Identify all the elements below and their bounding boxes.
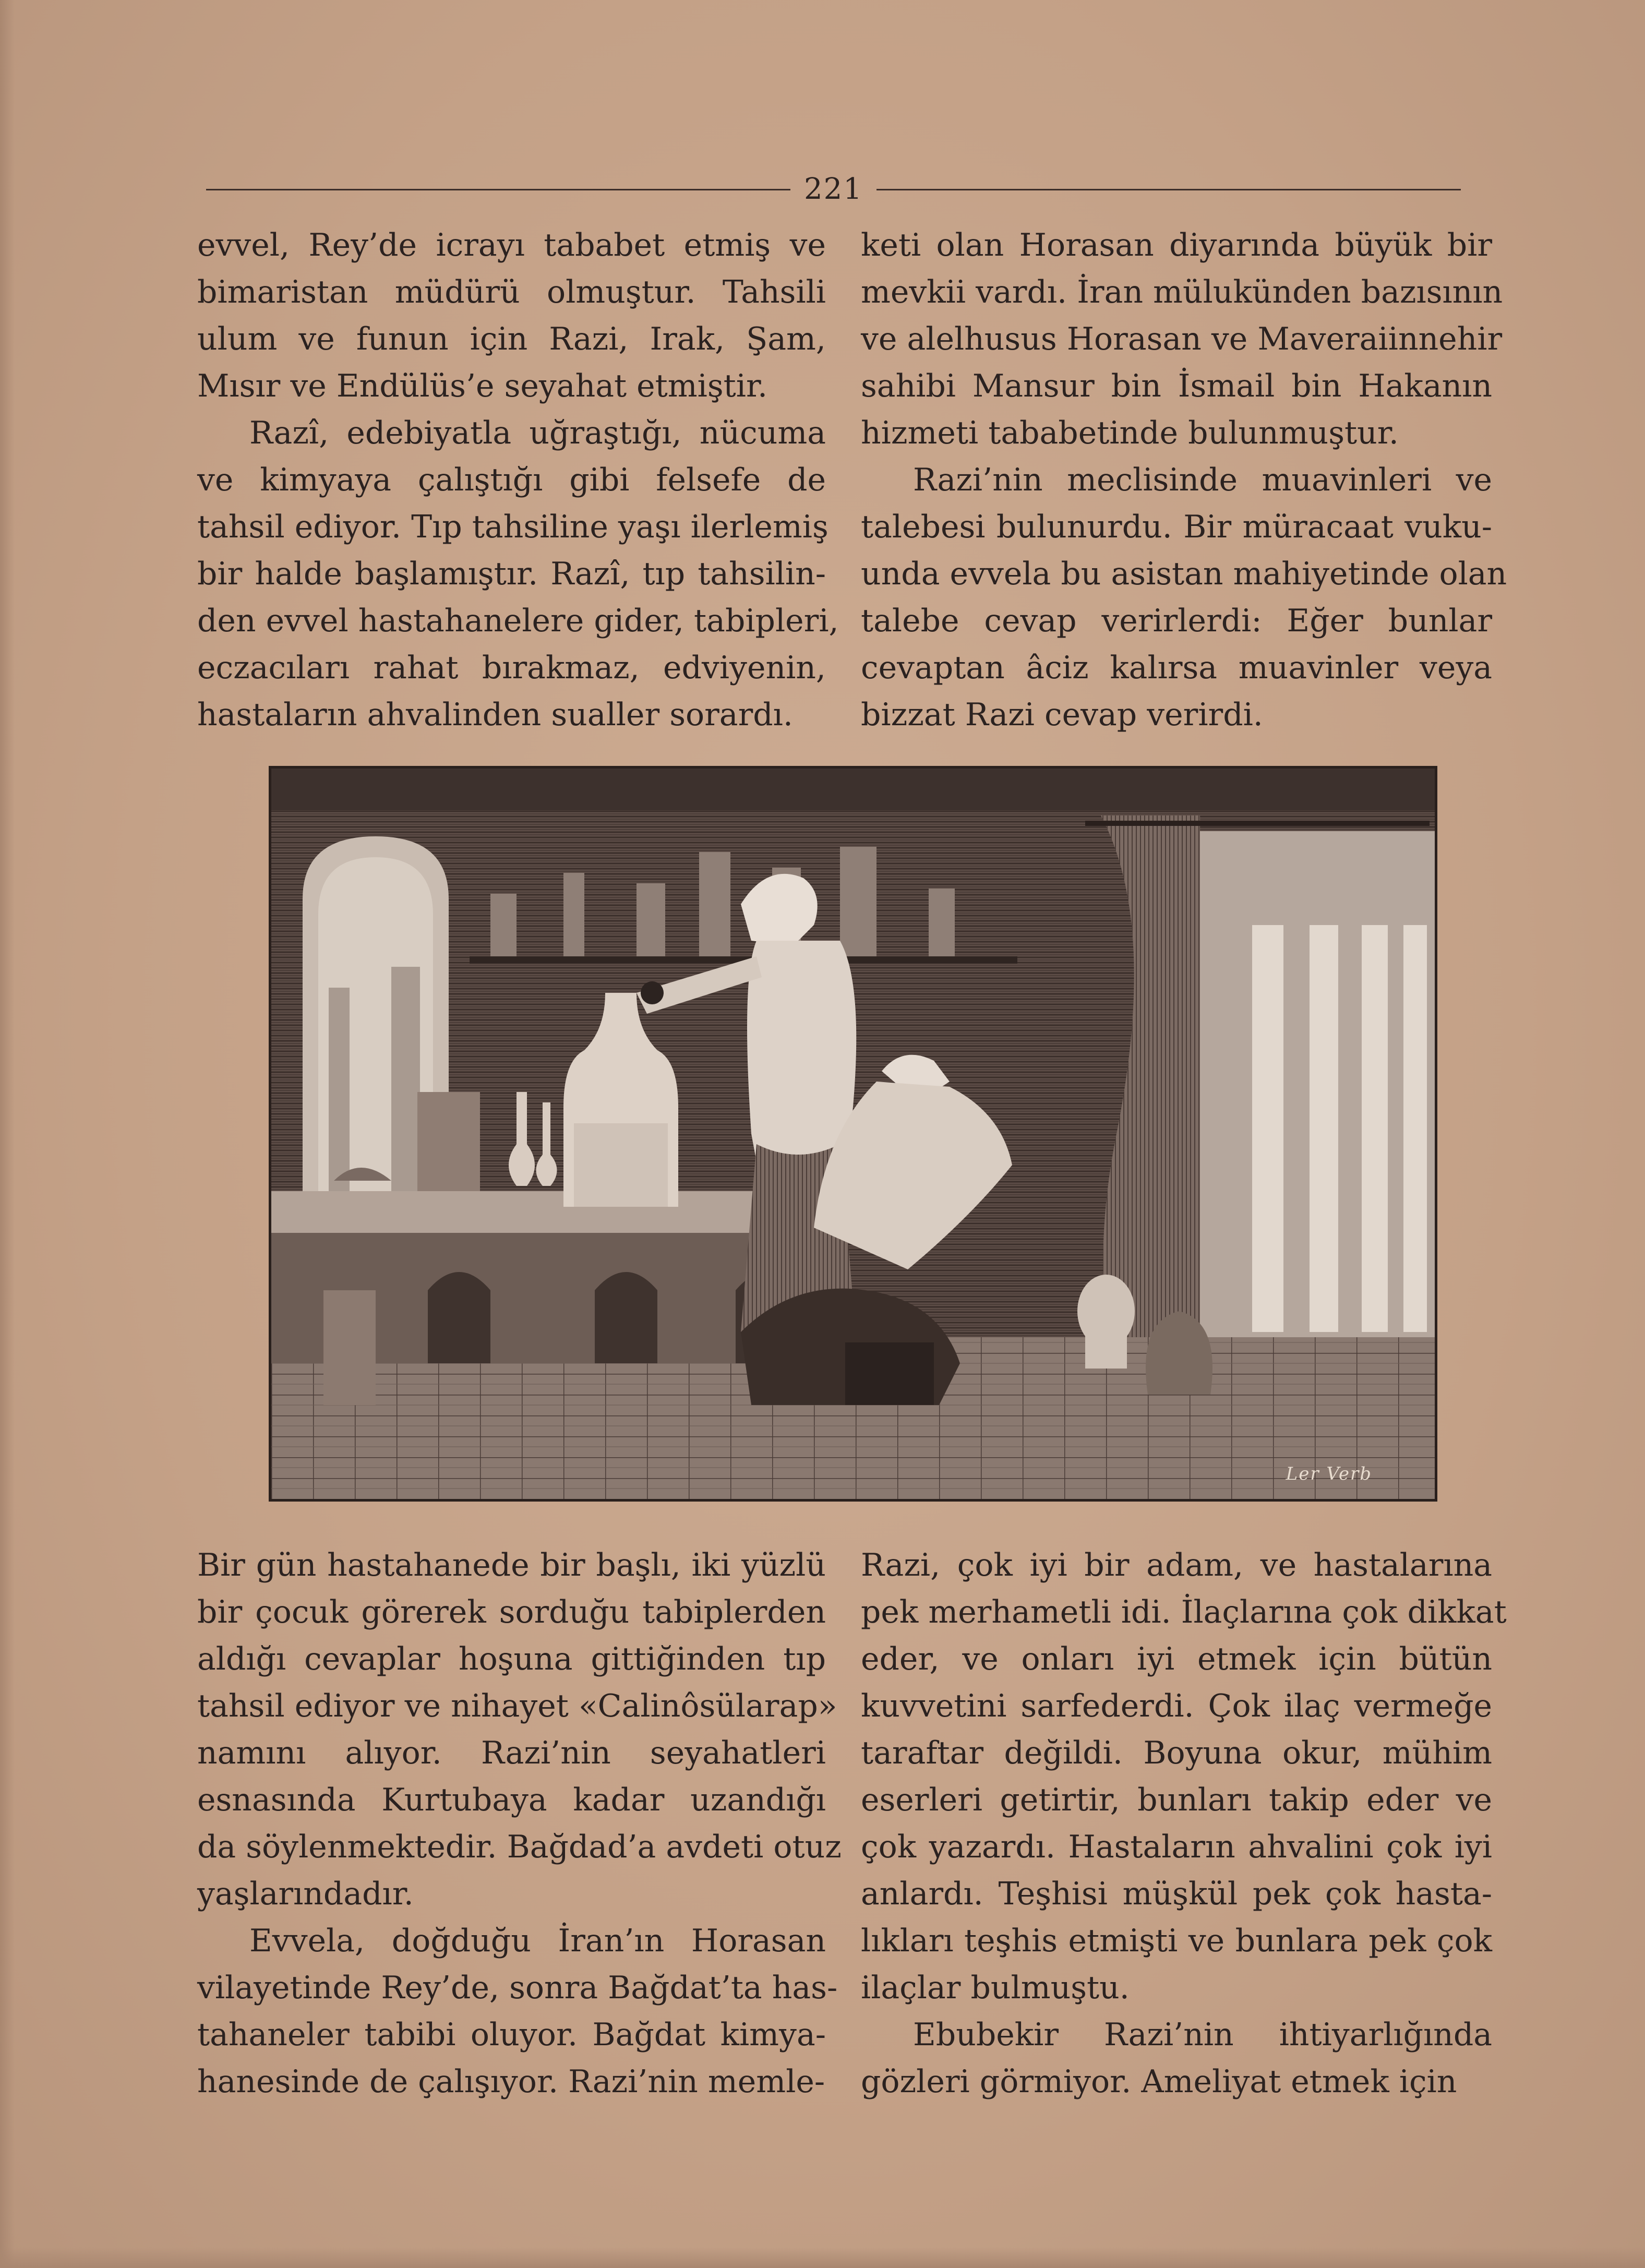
engraving-artwork	[271, 769, 1435, 1499]
text-line: namını alıyor. Razi’nin seyahatleri	[197, 1735, 826, 1771]
text-line: Razi, çok iyi bir adam, ve hastalarına	[861, 1547, 1492, 1583]
text-line: Bir gün hastahanede bir başlı, iki yüzlü	[197, 1547, 826, 1583]
text-line: da söylenmektedir. Bağdad’a avdeti otuz	[197, 1829, 842, 1865]
paragraph	[197, 1917, 838, 2105]
text-line: tahaneler tabibi oluyor. Bağdat kimya-	[197, 2017, 826, 2053]
text-line: keti olan Horasan diyarında büyük bir	[861, 227, 1492, 263]
text-line: Razi’nin meclisinde muavinleri ve	[913, 462, 1492, 498]
text-line: kuvvetini sarfederdi. Çok ilaç vermeğe	[861, 1688, 1492, 1724]
text-line: Ebubekir Razi’nin ihtiyarlığında	[913, 2017, 1492, 2053]
text-line: unda evvela bu asistan mahiyetinde olan	[861, 556, 1507, 592]
text-line: sahibi Mansur bin İsmail bin Hakanın	[861, 368, 1492, 404]
text-line: taraftar değildi. Boyuna okur, mühim	[861, 1735, 1492, 1771]
text-line: pek merhametli idi. İlaçlarına çok dikkat	[861, 1594, 1507, 1630]
text-line: tahsil ediyor ve nihayet «Calinôsülarap»	[197, 1688, 837, 1724]
text-line: den evvel hastahanelere gider, tabipleri,	[197, 603, 839, 639]
paragraph	[861, 457, 1507, 738]
text-line: eczacıları rahat bırakmaz, edviyenin,	[197, 650, 826, 686]
header-rule-right	[876, 189, 1461, 190]
engraver-signature: Ler Verb	[1286, 1463, 1372, 1484]
page-number: 221	[804, 172, 863, 206]
text-line: aldığı cevaplar hoşuna gittiğinden tıp	[197, 1641, 826, 1677]
text-line: anlardı. Teşhisi müşkül pek çok hasta-	[861, 1876, 1492, 1912]
text-line: ulum ve funun için Razi, Irak, Şam,	[197, 321, 826, 357]
text-line: ilaçlar bulmuştu.	[861, 1970, 1130, 2006]
top-right-column	[861, 222, 1507, 738]
top-left-column	[197, 222, 839, 738]
text-line: bizzat Razi cevap verirdi.	[861, 697, 1263, 733]
text-line: cevaptan âciz kalırsa muavinler veya	[861, 650, 1492, 686]
paper-edge-shadow-bottom	[0, 2247, 1645, 2268]
text-line: eserleri getirtir, bunları takip eder ve	[861, 1782, 1492, 1818]
text-line: mevkii vardı. İran mülukünden bazısının	[861, 274, 1503, 310]
paragraph	[197, 1542, 842, 1917]
text-line: ve kimyaya çalıştığı gibi felsefe de	[197, 462, 826, 498]
text-line: vilayetinde Rey’de, sonra Bağdat’ta has-	[197, 1970, 838, 2006]
text-line: çok yazardı. Hastaların ahvalini çok iyi	[861, 1829, 1492, 1865]
text-line: talebe cevap verirlerdi: Eğer bunlar	[861, 603, 1492, 639]
text-line: Razî, edebiyatla uğraştığı, nücuma	[249, 415, 826, 451]
paragraph	[197, 410, 839, 738]
paragraph	[861, 1542, 1507, 2011]
text-line: bir halde başlamıştır. Razî, tıp tahsilin-	[197, 556, 826, 592]
paragraph	[861, 2011, 1492, 2105]
text-line: bimaristan müdürü olmuştur. Tahsili	[197, 274, 826, 310]
text-line: hastaların ahvalinden sualler sorardı.	[197, 697, 793, 733]
text-line: esnasında Kurtubaya kadar uzandığı	[197, 1782, 826, 1818]
illustration-razi-laboratory	[269, 766, 1437, 1502]
text-line: evvel, Rey’de icrayı tababet etmiş ve	[197, 227, 826, 263]
text-line: tahsil ediyor. Tıp tahsiline yaşı ilerlemiş	[197, 509, 828, 545]
text-line: gözleri görmiyor. Ameliyat etmek için	[861, 2063, 1457, 2100]
text-line: eder, ve onları iyi etmek için bütün	[861, 1641, 1492, 1677]
paragraph	[197, 222, 826, 410]
text-line: lıkları teşhis etmişti ve bunlara pek çok	[861, 1923, 1492, 1959]
text-line: ve alelhusus Horasan ve Maveraiinnehir	[861, 321, 1503, 357]
text-line: Mısır ve Endülüs’e seyahat etmiştir.	[197, 368, 768, 404]
page-header	[206, 172, 1461, 206]
text-line: Evvela, doğduğu İran’ın Horasan	[249, 1923, 826, 1959]
bottom-right-column	[861, 1542, 1507, 2105]
text-line: yaşlarındadır.	[197, 1876, 414, 1912]
text-line: hanesinde de çalışıyor. Razi’nin memle-	[197, 2063, 825, 2100]
header-rule-left	[206, 189, 790, 190]
paragraph	[861, 222, 1503, 457]
bottom-left-column	[197, 1542, 842, 2105]
text-line: talebesi bulunurdu. Bir müracaat vuku-	[861, 509, 1492, 545]
text-line: hizmeti tababetinde bulunmuştur.	[861, 415, 1399, 451]
text-line: bir çocuk görerek sorduğu tabiplerden	[197, 1594, 826, 1630]
paper-edge-shadow	[0, 0, 15, 2268]
